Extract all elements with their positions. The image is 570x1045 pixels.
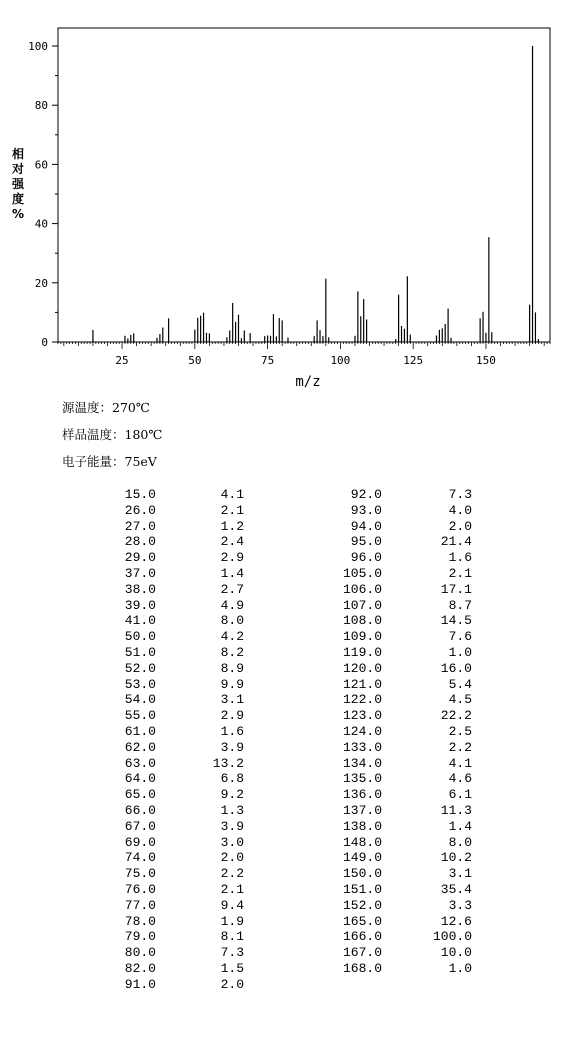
- intensity-cell: 9.9: [220, 676, 244, 692]
- mz-cell: 136.0: [342, 787, 382, 803]
- peak-table-row: [0, 661, 570, 677]
- mz-cell: 28.0: [124, 534, 156, 550]
- y-tick-label: 80: [34, 99, 48, 113]
- mz-cell: 67.0: [124, 818, 156, 834]
- mz-cell: 106.0: [342, 581, 382, 597]
- intensity-cell: 3.1: [448, 866, 472, 882]
- intensity-cell: 9.2: [220, 787, 244, 803]
- y-axis-label-char: 相: [11, 147, 25, 161]
- y-tick-label: 0: [41, 336, 48, 349]
- peak-table-row: [0, 487, 570, 503]
- mz-cell: 79.0: [124, 929, 156, 945]
- intensity-cell: 2.5: [448, 723, 472, 739]
- mz-cell: 95.0: [350, 534, 382, 550]
- intensity-cell: 3.9: [220, 818, 244, 834]
- peak-table-row: [0, 708, 570, 724]
- peak-table-row: [0, 534, 570, 550]
- y-axis-label: [11, 146, 25, 221]
- mz-cell: 109.0: [342, 629, 382, 645]
- mz-cell: 91.0: [124, 976, 156, 992]
- y-axis-label-char: 对: [11, 162, 25, 176]
- mz-cell: 62.0: [124, 739, 156, 755]
- peak-table-row: [0, 677, 570, 693]
- peak-table-row: [0, 692, 570, 708]
- peak-table: [0, 487, 570, 993]
- intensity-cell: 2.9: [220, 708, 244, 724]
- mz-cell: 94.0: [350, 518, 382, 534]
- mz-cell: 138.0: [342, 818, 382, 834]
- mz-cell: 27.0: [124, 518, 156, 534]
- peak-table-row: [0, 645, 570, 661]
- mz-cell: 119.0: [342, 644, 382, 660]
- intensity-cell: 4.0: [448, 502, 472, 518]
- mz-cell: 76.0: [124, 881, 156, 897]
- peak-table-row: [0, 613, 570, 629]
- intensity-cell: 7.3: [220, 945, 244, 961]
- peak-table-row: [0, 566, 570, 582]
- intensity-cell: 1.6: [220, 723, 244, 739]
- y-tick-label: 100: [28, 40, 48, 53]
- intensity-cell: 2.0: [220, 976, 244, 992]
- peak-table-row: [0, 550, 570, 566]
- intensity-cell: 1.4: [220, 565, 244, 581]
- mz-cell: 82.0: [124, 960, 156, 976]
- intensity-cell: 3.1: [220, 692, 244, 708]
- mz-cell: 64.0: [124, 771, 156, 787]
- y-axis-label-char: 度: [11, 192, 25, 206]
- intensity-cell: 35.4: [440, 881, 472, 897]
- mz-cell: 121.0: [342, 676, 382, 692]
- peak-table-row: [0, 929, 570, 945]
- mz-cell: 92.0: [350, 487, 382, 502]
- peak-table-row: [0, 914, 570, 930]
- mz-cell: 37.0: [124, 565, 156, 581]
- intensity-cell: 2.1: [220, 881, 244, 897]
- intensity-cell: 10.2: [440, 850, 472, 866]
- electron-energy: 电子能量：75eV: [62, 454, 157, 469]
- intensity-cell: 3.3: [448, 897, 472, 913]
- intensity-cell: 5.4: [448, 676, 472, 692]
- peak-table-row: [0, 977, 570, 993]
- y-axis-label-char: 强: [11, 177, 25, 191]
- intensity-cell: 1.5: [220, 960, 244, 976]
- intensity-cell: 8.0: [220, 613, 244, 629]
- mz-cell: 149.0: [342, 850, 382, 866]
- y-axis-label-char: %: [11, 207, 25, 221]
- peak-table-row: [0, 756, 570, 772]
- peak-bars: [93, 46, 538, 342]
- mz-cell: 93.0: [350, 502, 382, 518]
- intensity-cell: 1.4: [448, 818, 472, 834]
- mz-cell: 53.0: [124, 676, 156, 692]
- mz-cell: 152.0: [342, 897, 382, 913]
- intensity-cell: 7.3: [448, 487, 472, 502]
- intensity-cell: 22.2: [440, 708, 472, 724]
- mz-cell: 108.0: [342, 613, 382, 629]
- intensity-cell: 1.9: [220, 913, 244, 929]
- x-axis-label: m/z: [295, 374, 321, 390]
- mz-cell: 50.0: [124, 629, 156, 645]
- peak-table-row: [0, 882, 570, 898]
- intensity-cell: 1.0: [448, 644, 472, 660]
- intensity-cell: 7.6: [448, 629, 472, 645]
- mz-cell: 77.0: [124, 897, 156, 913]
- mz-cell: 65.0: [124, 787, 156, 803]
- intensity-cell: 2.1: [448, 565, 472, 581]
- peak-table-row: [0, 740, 570, 756]
- x-tick-label: 100: [330, 354, 351, 367]
- peak-table-row: [0, 803, 570, 819]
- mz-cell: 75.0: [124, 866, 156, 882]
- peak-table-row: [0, 582, 570, 598]
- intensity-cell: 6.8: [220, 771, 244, 787]
- intensity-cell: 1.2: [220, 518, 244, 534]
- peak-table-row: [0, 898, 570, 914]
- mz-cell: 78.0: [124, 913, 156, 929]
- intensity-cell: 4.1: [220, 487, 244, 502]
- mz-cell: 150.0: [342, 866, 382, 882]
- peak-table-row: [0, 503, 570, 519]
- peak-table-row: [0, 819, 570, 835]
- mz-cell: 165.0: [342, 913, 382, 929]
- peak-table-row: [0, 787, 570, 803]
- mz-cell: 133.0: [342, 739, 382, 755]
- mz-cell: 55.0: [124, 708, 156, 724]
- intensity-cell: 17.1: [440, 581, 472, 597]
- mz-cell: 38.0: [124, 581, 156, 597]
- mz-cell: 26.0: [124, 502, 156, 518]
- intensity-cell: 21.4: [440, 534, 472, 550]
- mz-cell: 124.0: [342, 723, 382, 739]
- x-tick-label: 125: [403, 354, 424, 367]
- mz-cell: 151.0: [342, 881, 382, 897]
- intensity-cell: 4.5: [448, 692, 472, 708]
- mass-spectrum-chart: [0, 0, 570, 395]
- intensity-cell: 2.9: [220, 550, 244, 566]
- mz-cell: 107.0: [342, 597, 382, 613]
- mz-cell: 41.0: [124, 613, 156, 629]
- intensity-cell: 3.0: [220, 834, 244, 850]
- intensity-cell: 4.6: [448, 771, 472, 787]
- x-tick-label: 25: [115, 354, 129, 367]
- y-tick-label: 40: [34, 217, 48, 231]
- intensity-cell: 14.5: [440, 613, 472, 629]
- plot-frame: [58, 28, 550, 342]
- intensity-cell: 1.3: [220, 802, 244, 818]
- intensity-cell: 2.0: [220, 850, 244, 866]
- mz-cell: 61.0: [124, 723, 156, 739]
- peak-table-row: [0, 598, 570, 614]
- intensity-cell: 10.0: [440, 945, 472, 961]
- intensity-cell: 16.0: [440, 660, 472, 676]
- mz-cell: 122.0: [342, 692, 382, 708]
- peak-table-row: [0, 835, 570, 851]
- intensity-cell: 8.0: [448, 834, 472, 850]
- mz-cell: 29.0: [124, 550, 156, 566]
- y-tick-label: 20: [34, 276, 48, 290]
- mz-cell: 135.0: [342, 771, 382, 787]
- mz-cell: 52.0: [124, 660, 156, 676]
- intensity-cell: 1.6: [448, 550, 472, 566]
- intensity-cell: 12.6: [440, 913, 472, 929]
- source-temperature: 源温度：270℃: [62, 400, 150, 415]
- intensity-cell: 2.2: [448, 739, 472, 755]
- mz-cell: 15.0: [124, 487, 156, 502]
- intensity-cell: 4.1: [448, 755, 472, 771]
- y-tick-label: 60: [34, 158, 48, 172]
- intensity-cell: 100.0: [432, 929, 472, 945]
- x-tick-label: 150: [476, 354, 496, 367]
- intensity-cell: 4.9: [220, 597, 244, 613]
- intensity-cell: 8.1: [220, 929, 244, 945]
- intensity-cell: 4.2: [220, 629, 244, 645]
- intensity-cell: 8.7: [448, 597, 472, 613]
- mz-cell: 167.0: [342, 945, 382, 961]
- peak-table-row: [0, 961, 570, 977]
- intensity-cell: 9.4: [220, 897, 244, 913]
- mz-cell: 166.0: [342, 929, 382, 945]
- intensity-cell: 2.0: [448, 518, 472, 534]
- intensity-cell: 13.2: [212, 755, 244, 771]
- mz-cell: 105.0: [342, 565, 382, 581]
- sample-temperature: 样品温度：180℃: [62, 427, 163, 442]
- mz-cell: 120.0: [342, 660, 382, 676]
- peak-table-row: [0, 850, 570, 866]
- peak-table-row: [0, 629, 570, 645]
- peak-table-row: [0, 519, 570, 535]
- peak-table-row: [0, 771, 570, 787]
- mz-cell: 137.0: [342, 802, 382, 818]
- mz-cell: 134.0: [342, 755, 382, 771]
- intensity-cell: 1.0: [448, 960, 472, 976]
- intensity-cell: 8.9: [220, 660, 244, 676]
- intensity-cell: 3.9: [220, 739, 244, 755]
- x-tick-label: 50: [188, 354, 202, 367]
- mz-cell: 66.0: [124, 802, 156, 818]
- mz-cell: 148.0: [342, 834, 382, 850]
- mz-cell: 74.0: [124, 850, 156, 866]
- mz-cell: 168.0: [342, 960, 382, 976]
- x-tick-label: 75: [260, 354, 275, 367]
- mz-cell: 80.0: [124, 945, 156, 961]
- mz-cell: 69.0: [124, 834, 156, 850]
- intensity-cell: 2.2: [220, 866, 244, 882]
- axes: [28, 28, 550, 367]
- intensity-cell: 8.2: [220, 644, 244, 660]
- intensity-cell: 2.4: [220, 534, 244, 550]
- peak-table-row: [0, 945, 570, 961]
- mz-cell: 63.0: [124, 755, 156, 771]
- mz-cell: 54.0: [124, 692, 156, 708]
- mz-cell: 96.0: [350, 550, 382, 566]
- peak-table-row: [0, 724, 570, 740]
- peak-table-row: [0, 866, 570, 882]
- mz-cell: 39.0: [124, 597, 156, 613]
- intensity-cell: 11.3: [440, 802, 472, 818]
- intensity-cell: 6.1: [448, 787, 472, 803]
- intensity-cell: 2.1: [220, 502, 244, 518]
- mz-cell: 51.0: [124, 644, 156, 660]
- mz-cell: 123.0: [342, 708, 382, 724]
- intensity-cell: 2.7: [220, 581, 244, 597]
